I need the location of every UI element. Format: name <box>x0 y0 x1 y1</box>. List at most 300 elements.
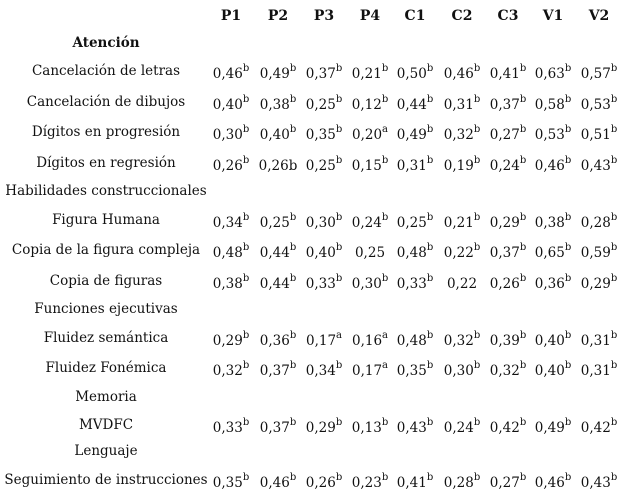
row-label: Fluidez semántica <box>43 330 169 346</box>
significance-marker: b <box>564 63 572 74</box>
cell-value: 0,31 <box>580 333 611 349</box>
table-cell <box>396 212 434 231</box>
table-cell <box>259 242 297 261</box>
table-cell <box>396 472 434 491</box>
column-header-v1: V1 <box>542 8 564 24</box>
significance-marker: b <box>473 417 481 428</box>
cell-value: 0,30 <box>305 215 336 231</box>
column-header-c1: C1 <box>404 8 426 24</box>
significance-marker: b <box>564 124 572 135</box>
table-cell <box>351 94 389 113</box>
table-cell <box>212 417 250 436</box>
cell-value: 0,50 <box>396 66 427 82</box>
table-cell <box>396 94 434 113</box>
significance-marker: b <box>381 472 389 483</box>
table-cell <box>351 360 389 379</box>
table-cell <box>212 472 250 491</box>
significance-marker: b <box>242 212 250 223</box>
table-cell <box>305 360 343 379</box>
cell-value: 0,48 <box>212 245 243 261</box>
table-cell <box>580 242 618 261</box>
significance-marker: b <box>289 360 297 371</box>
cell-value: 0,25 <box>305 97 336 113</box>
cell-value: 0,19 <box>443 158 474 174</box>
significance-marker: b <box>289 212 297 223</box>
cell-value: 0,46 <box>534 158 565 174</box>
table-cell <box>259 360 297 379</box>
cell-value: 0,63 <box>534 66 565 82</box>
cell-value: 0,40 <box>259 127 290 143</box>
significance-marker: b <box>381 63 389 74</box>
significance-marker: b <box>381 94 389 105</box>
cell-value: 0,26 <box>489 276 520 292</box>
column-header-p3: P3 <box>313 8 335 24</box>
cell-value: 0,40 <box>305 245 336 261</box>
cell-value: 0,34 <box>305 363 336 379</box>
cell-value: 0,36 <box>259 333 290 349</box>
table-cell <box>580 94 618 113</box>
table-cell <box>534 242 572 261</box>
cell-value: 0,13 <box>351 420 382 436</box>
cell-value: 0,12 <box>351 97 382 113</box>
significance-marker: b <box>473 94 481 105</box>
table-cell <box>534 330 572 349</box>
cell-value: 0,16 <box>351 333 383 349</box>
significance-marker: b <box>473 63 481 74</box>
cell-value: 0,46 <box>443 66 474 82</box>
cell-value: 0,25 <box>305 158 336 174</box>
cell-value: 0,31 <box>580 363 611 379</box>
table-cell <box>489 417 527 436</box>
significance-marker: b <box>610 360 618 371</box>
cell-value: 0,17 <box>351 363 383 379</box>
table-cell <box>534 417 572 436</box>
table-cell <box>212 273 250 292</box>
cell-value: 0,36 <box>534 276 565 292</box>
significance-marker: b <box>473 360 481 371</box>
cell-value: 0,46 <box>259 475 290 491</box>
significance-marker: b <box>289 124 297 135</box>
table-cell <box>305 212 343 231</box>
significance-marker: b <box>473 124 481 135</box>
table-cell <box>396 360 434 379</box>
significance-marker: b <box>289 472 297 483</box>
significance-marker: b <box>242 242 250 253</box>
cell-value: 0,51 <box>580 127 611 143</box>
significance-marker: b <box>242 417 250 428</box>
cell-value: 0,33 <box>212 420 243 436</box>
table-cell <box>443 242 481 261</box>
cell-value: 0,44 <box>396 97 427 113</box>
cell-value: 0,43 <box>396 420 427 436</box>
table-cell <box>489 94 527 113</box>
cell-value: 0,26b <box>258 158 298 174</box>
significance-marker: b <box>610 242 618 253</box>
significance-marker: b <box>610 155 618 166</box>
significance-marker: b <box>610 63 618 74</box>
significance-marker: b <box>564 242 572 253</box>
table-cell <box>580 417 618 436</box>
significance-marker: b <box>335 472 343 483</box>
cell-value: 0,46 <box>212 66 243 82</box>
table-cell <box>443 63 481 82</box>
table-cell <box>259 472 297 491</box>
significance-marker: b <box>519 63 527 74</box>
cell-value: 0,23 <box>351 475 382 491</box>
table-cell <box>351 472 389 491</box>
table-cell <box>534 124 572 143</box>
row-label: Figura Humana <box>52 212 160 228</box>
significance-marker: a <box>382 360 389 371</box>
row-label: Cancelación de letras <box>31 63 181 79</box>
significance-marker: b <box>381 417 389 428</box>
table-cell <box>305 242 343 261</box>
table-cell <box>396 155 434 174</box>
significance-marker: b <box>519 472 527 483</box>
table-cell <box>305 94 343 113</box>
significance-marker: b <box>335 273 343 284</box>
table-cell <box>351 124 389 143</box>
table-cell <box>351 63 389 82</box>
significance-marker: b <box>564 472 572 483</box>
row-label: MVDFC <box>78 417 134 433</box>
significance-marker: b <box>426 417 434 428</box>
table-cell <box>355 245 385 261</box>
significance-marker: b <box>519 124 527 135</box>
significance-marker: a <box>382 330 389 341</box>
table-cell <box>489 273 527 292</box>
significance-marker: b <box>610 212 618 223</box>
cell-value: 0,43 <box>580 475 611 491</box>
significance-marker: b <box>335 63 343 74</box>
significance-marker: b <box>242 472 250 483</box>
cell-value: 0,40 <box>534 333 565 349</box>
row-label: Copia de figuras <box>49 273 163 289</box>
column-header-c2: C2 <box>451 8 473 24</box>
significance-marker: b <box>519 417 527 428</box>
table-cell <box>305 273 343 292</box>
cell-value: 0,25 <box>354 245 386 261</box>
significance-marker: b <box>564 360 572 371</box>
cell-value: 0,27 <box>489 127 520 143</box>
column-header-p4: P4 <box>359 8 381 24</box>
cell-value: 0,53 <box>534 127 565 143</box>
cell-value: 0,24 <box>351 215 382 231</box>
cell-value: 0,49 <box>259 66 290 82</box>
cell-value: 0,38 <box>534 215 565 231</box>
row-label: Cancelación de dibujos <box>26 94 186 110</box>
cell-value: 0,26 <box>305 475 336 491</box>
table-cell <box>489 242 527 261</box>
table-cell <box>351 212 389 231</box>
significance-marker: b <box>473 212 481 223</box>
significance-marker: b <box>381 273 389 284</box>
significance-marker: b <box>381 212 389 223</box>
table-cell <box>305 155 343 174</box>
significance-marker: a <box>382 124 389 135</box>
table-cell <box>212 63 250 82</box>
table-cell <box>259 94 297 113</box>
section-label: Atención <box>72 35 140 51</box>
table-cell <box>259 212 297 231</box>
cell-value: 0,28 <box>443 475 474 491</box>
section-label: Memoria <box>75 389 137 405</box>
significance-marker: b <box>242 124 250 135</box>
significance-marker: b <box>335 94 343 105</box>
table-cell <box>443 94 481 113</box>
table-cell <box>489 360 527 379</box>
cell-value: 0,37 <box>259 363 290 379</box>
table-cell <box>534 273 572 292</box>
table-cell <box>212 360 250 379</box>
cell-value: 0,65 <box>534 245 565 261</box>
significance-marker: b <box>519 94 527 105</box>
table-cell <box>351 417 389 436</box>
table-cell <box>212 212 250 231</box>
significance-marker: b <box>289 273 297 284</box>
column-header-p1: P1 <box>220 8 242 24</box>
table-cell <box>396 330 434 349</box>
table-cell <box>489 124 527 143</box>
table-cell <box>212 94 250 113</box>
cell-value: 0,49 <box>396 127 427 143</box>
cell-value: 0,57 <box>580 66 611 82</box>
cell-value: 0,32 <box>212 363 243 379</box>
cell-value: 0,49 <box>534 420 565 436</box>
cell-value: 0,29 <box>305 420 336 436</box>
table-cell <box>443 212 481 231</box>
table-cell <box>443 472 481 491</box>
significance-marker: b <box>519 330 527 341</box>
cell-value: 0,44 <box>259 245 290 261</box>
significance-marker: b <box>473 242 481 253</box>
significance-marker: b <box>289 94 297 105</box>
significance-marker: b <box>242 273 250 284</box>
table-cell <box>443 360 481 379</box>
cell-value: 0,32 <box>489 363 520 379</box>
table-cell <box>580 330 618 349</box>
significance-marker: b <box>519 155 527 166</box>
table-cell <box>443 330 481 349</box>
cell-value: 0,29 <box>580 276 611 292</box>
table-cell <box>534 63 572 82</box>
cell-value: 0,24 <box>443 420 474 436</box>
significance-marker: b <box>289 330 297 341</box>
significance-marker: b <box>335 212 343 223</box>
cell-value: 0,40 <box>534 363 565 379</box>
cell-value: 0,27 <box>489 475 520 491</box>
cell-value: 0,37 <box>489 97 520 113</box>
significance-marker: b <box>519 360 527 371</box>
table-cell <box>580 472 618 491</box>
cell-value: 0,42 <box>489 420 520 436</box>
significance-marker: b <box>610 94 618 105</box>
cell-value: 0,39 <box>489 333 520 349</box>
significance-marker: b <box>564 417 572 428</box>
cell-value: 0,42 <box>580 420 611 436</box>
significance-marker: b <box>564 273 572 284</box>
cell-value: 0,22 <box>443 245 474 261</box>
significance-marker: b <box>564 330 572 341</box>
table-cell <box>305 417 343 436</box>
table-cell <box>212 124 250 143</box>
significance-marker: b <box>335 155 343 166</box>
significance-marker: b <box>426 330 434 341</box>
cell-value: 0,28 <box>580 215 611 231</box>
table-cell <box>447 276 477 292</box>
table-cell <box>534 94 572 113</box>
cell-value: 0,35 <box>396 363 427 379</box>
significance-marker: b <box>242 330 250 341</box>
cell-value: 0,59 <box>580 245 611 261</box>
cell-value: 0,25 <box>259 215 290 231</box>
significance-marker: b <box>426 63 434 74</box>
row-label: Dígitos en progresión <box>31 124 181 140</box>
cell-value: 0,48 <box>396 333 427 349</box>
significance-marker: b <box>426 124 434 135</box>
cell-value: 0,44 <box>259 276 290 292</box>
table-cell <box>305 63 343 82</box>
table-cell <box>259 124 297 143</box>
significance-marker: b <box>335 417 343 428</box>
cell-value: 0,24 <box>489 158 520 174</box>
table-cell <box>351 273 389 292</box>
table-cell <box>489 212 527 231</box>
table-cell <box>580 360 618 379</box>
significance-marker: b <box>473 330 481 341</box>
table-cell <box>489 330 527 349</box>
significance-marker: b <box>242 360 250 371</box>
column-header-p2: P2 <box>267 8 289 24</box>
table-cell <box>259 330 297 349</box>
significance-marker: b <box>426 242 434 253</box>
table-cell <box>351 155 389 174</box>
significance-marker: b <box>242 63 250 74</box>
significance-marker: b <box>473 472 481 483</box>
significance-marker: b <box>426 212 434 223</box>
cell-value: 0,33 <box>305 276 336 292</box>
cell-value: 0,48 <box>396 245 427 261</box>
table-cell <box>443 155 481 174</box>
cell-value: 0,41 <box>396 475 427 491</box>
cell-value: 0,26 <box>212 158 243 174</box>
cell-value: 0,30 <box>351 276 382 292</box>
cell-value: 0,30 <box>212 127 243 143</box>
table-cell <box>396 273 434 292</box>
cell-value: 0,17 <box>305 333 337 349</box>
cell-value: 0,58 <box>534 97 565 113</box>
cell-value: 0,21 <box>443 215 474 231</box>
table-cell <box>580 212 618 231</box>
cell-value: 0,25 <box>396 215 427 231</box>
significance-marker: b <box>289 242 297 253</box>
significance-marker: b <box>519 273 527 284</box>
cell-value: 0,29 <box>212 333 243 349</box>
cell-value: 0,31 <box>443 97 474 113</box>
significance-marker: b <box>610 417 618 428</box>
significance-marker: b <box>564 94 572 105</box>
significance-marker: b <box>610 273 618 284</box>
cell-value: 0,21 <box>351 66 382 82</box>
column-header-c3: C3 <box>497 8 519 24</box>
table-cell <box>534 212 572 231</box>
cell-value: 0,35 <box>212 475 243 491</box>
significance-marker: b <box>335 124 343 135</box>
row-label: Seguimiento de instrucciones <box>4 472 208 488</box>
cell-value: 0,34 <box>212 215 243 231</box>
significance-marker: b <box>610 124 618 135</box>
column-header-v2: V2 <box>588 8 610 24</box>
table-cell <box>305 472 343 491</box>
significance-marker: b <box>426 472 434 483</box>
cell-value: 0,30 <box>443 363 474 379</box>
significance-marker: b <box>610 472 618 483</box>
table-cell <box>489 155 527 174</box>
significance-marker: b <box>519 242 527 253</box>
significance-marker: b <box>242 155 250 166</box>
table-cell <box>489 472 527 491</box>
table-cell <box>396 242 434 261</box>
significance-marker: b <box>426 360 434 371</box>
table-cell <box>489 63 527 82</box>
table-cell <box>305 124 343 143</box>
significance-marker: b <box>473 155 481 166</box>
cell-value: 0,41 <box>489 66 520 82</box>
table-cell <box>580 155 618 174</box>
cell-value: 0,35 <box>305 127 336 143</box>
cell-value: 0,33 <box>396 276 427 292</box>
cell-value: 0,22 <box>446 276 478 292</box>
significance-marker: b <box>381 155 389 166</box>
significance-marker: b <box>564 155 572 166</box>
table-cell <box>259 417 297 436</box>
cell-value: 0,43 <box>580 158 611 174</box>
cell-value: 0,53 <box>580 97 611 113</box>
cell-value: 0,40 <box>212 97 243 113</box>
table-cell <box>580 63 618 82</box>
significance-marker: b <box>242 94 250 105</box>
row-label: Fluidez Fonémica <box>45 360 167 376</box>
cell-value: 0,32 <box>443 127 474 143</box>
row-label: Copia de la figura compleja <box>11 242 201 258</box>
significance-marker: b <box>289 63 297 74</box>
table-cell <box>443 124 481 143</box>
cell-value: 0,38 <box>212 276 243 292</box>
significance-marker: b <box>335 242 343 253</box>
significance-marker: b <box>610 330 618 341</box>
table-cell <box>534 472 572 491</box>
table-cell <box>351 330 389 349</box>
table-cell <box>212 155 250 174</box>
table-cell <box>259 158 298 174</box>
cell-value: 0,37 <box>259 420 290 436</box>
cell-value: 0,20 <box>351 127 383 143</box>
cell-value: 0,38 <box>259 97 290 113</box>
significance-marker: b <box>564 212 572 223</box>
section-label: Lenguaje <box>74 443 138 459</box>
cell-value: 0,46 <box>534 475 565 491</box>
table-cell <box>534 360 572 379</box>
section-label: Habilidades construccionales <box>5 183 207 199</box>
table-cell <box>212 242 250 261</box>
significance-marker: b <box>426 94 434 105</box>
significance-marker: b <box>426 273 434 284</box>
table-cell <box>259 273 297 292</box>
significance-marker: b <box>335 360 343 371</box>
table-cell <box>396 63 434 82</box>
table-cell <box>305 330 343 349</box>
significance-marker: b <box>519 212 527 223</box>
